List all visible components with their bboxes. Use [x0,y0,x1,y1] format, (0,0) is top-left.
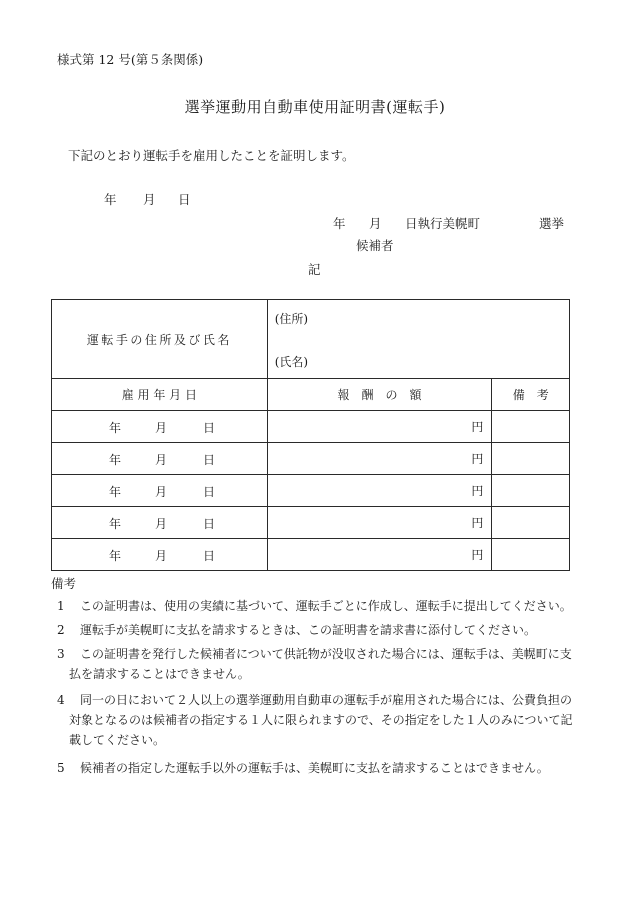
year-label: 年 [109,485,122,499]
note-line: 候補者の指定した運転手以外の運転手は、美幌町に支払を請求することはできません。 [80,761,549,775]
remuneration-cell: 円 [267,475,492,507]
address-name-cell [267,300,569,379]
issue-year-label: 年 [104,192,117,207]
form-number: 様式第 12 号(第５条関係) [57,52,204,67]
employment-date-cell [52,475,268,507]
candidate-label: 候補者 [356,238,394,253]
note-item [57,620,577,640]
note-line: 対象となるのは候補者の指定する１人に限られますので、その指定をした１人のみについて記 [69,713,573,727]
employment-date-cell [52,411,268,443]
issue-month-label: 月 [143,192,156,207]
year-label: 年 [109,549,122,563]
month-label: 月 [155,549,168,563]
table-row [52,411,570,443]
address-label: (住所) [274,312,309,326]
year-label: 年 [109,421,122,435]
note-number: 2 [57,623,65,637]
table-header-row [52,379,570,411]
day-label: 日 [203,549,216,563]
year-label: 年 [109,517,122,531]
remarks-cell [492,411,570,443]
month-label: 月 [155,485,168,499]
employment-date-cell [52,507,268,539]
header-remarks: 備 考 [492,379,570,411]
day-label: 日 [203,517,216,531]
header-remuneration: 報 酬 の 額 [267,379,492,411]
month-label: 月 [155,421,168,435]
employment-date-cell [52,539,268,571]
note-number: 1 [57,599,65,613]
ki-label: 記 [308,262,321,277]
header-employment-date: 雇 用 年 月 日 [52,379,268,411]
election-month-label: 月 [369,216,382,231]
note-line: 同一の日において２人以上の選挙運動用自動車の運転手が雇用された場合には、公費負担の [80,693,573,707]
day-label: 日 [203,421,216,435]
note-line: この証明書は、使用の実績に基づいて、運転手ごとに作成し、運転手に提出してください。 [80,599,572,613]
note-item [57,644,577,684]
remarks-cell [492,539,570,571]
election-day-execution: 日執行美幌町 [405,216,481,231]
remuneration-cell: 円 [267,507,492,539]
remarks-cell [492,507,570,539]
note-number: 5 [57,761,65,775]
remuneration-cell: 円 [267,411,492,443]
employment-date-cell [52,443,268,475]
driver-table [51,299,570,571]
election-kind-label: 選挙 [539,216,565,231]
note-line: この証明書を発行した候補者について供託物が没収された場合には、運転手は、美幌町に支 [80,647,572,661]
election-year-label: 年 [333,216,346,231]
issue-day-label: 日 [178,192,191,207]
document-title: 選挙運動用自動車使用証明書(運転手) [184,98,446,116]
table-row [52,539,570,571]
note-line: 運転手が美幌町に支払を請求するときは、この証明書を請求書に添付してください。 [80,623,537,637]
note-number: 4 [57,693,65,707]
note-item [57,596,577,616]
note-line: 払を請求することはできません。 [69,667,250,681]
remuneration-cell: 円 [267,539,492,571]
table-row [52,475,570,507]
remarks-cell [492,475,570,507]
driver-label: 運転手の住所及び氏名 [52,300,268,379]
remarks-cell [492,443,570,475]
day-label: 日 [203,485,216,499]
month-label: 月 [155,517,168,531]
year-label: 年 [109,453,122,467]
name-label: (氏名) [274,355,309,369]
table-row [52,443,570,475]
note-line: 載してください。 [69,733,166,747]
table-row [52,507,570,539]
month-label: 月 [155,453,168,467]
table-row [52,300,570,379]
note-number: 3 [57,647,65,661]
notes-heading: 備考 [51,576,77,591]
certification-statement: 下記のとおり運転手を雇用したことを証明します。 [68,148,355,163]
note-item [57,758,577,778]
remuneration-cell: 円 [267,443,492,475]
note-item [57,690,577,750]
day-label: 日 [203,453,216,467]
